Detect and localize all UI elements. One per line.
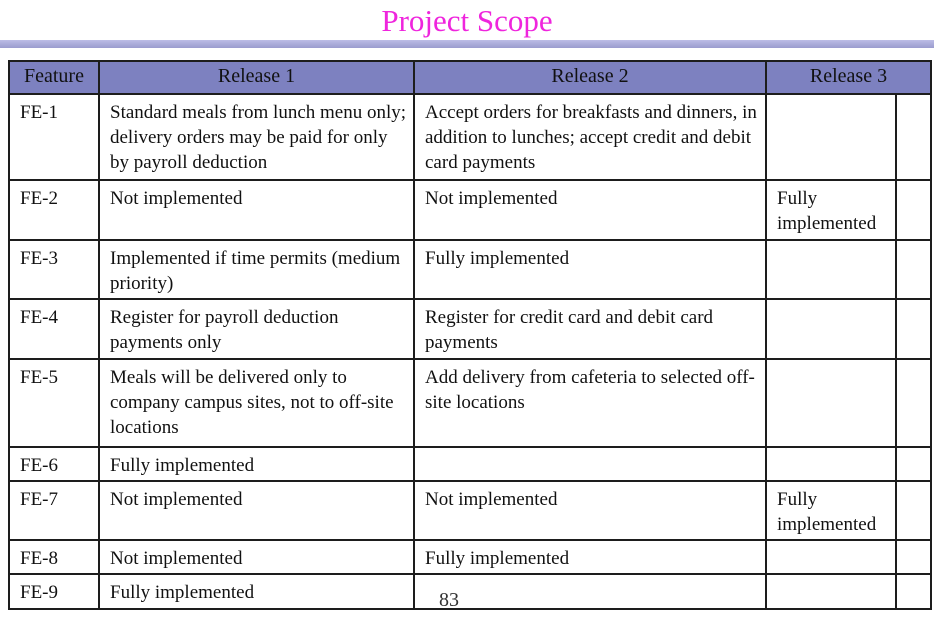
release3-cell [766, 447, 896, 481]
release1-cell: Not implemented [99, 540, 414, 574]
release1-cell: Fully implemented [99, 574, 414, 609]
release1-cell: Meals will be delivered only to company campus sites, not to off-site locations [99, 359, 414, 447]
release2-cell: Register for credit card and debit card payments [414, 299, 766, 359]
extra-cell [896, 447, 931, 481]
extra-cell [896, 359, 931, 447]
release2-cell: Not implemented [414, 481, 766, 540]
feature-id-cell: FE-1 [9, 94, 99, 180]
release2-cell [414, 574, 766, 609]
column-header-release2: Release 2 [414, 61, 766, 94]
table-row-fe3 [9, 240, 931, 299]
table-row-fe8 [9, 540, 931, 574]
table-row-fe4 [9, 299, 931, 359]
release3-cell [766, 574, 896, 609]
table-row-fe5 [9, 359, 931, 447]
feature-id-cell: FE-6 [9, 447, 99, 481]
page-title: Project Scope [381, 3, 553, 38]
release3-cell [766, 359, 896, 447]
release1-cell: Not implemented [99, 180, 414, 240]
extra-cell [896, 540, 931, 574]
extra-cell [896, 574, 931, 609]
table-row-fe2 [9, 180, 931, 240]
release2-cell: Add delivery from cafeteria to selected off-site locations [414, 359, 766, 447]
project-scope-table [8, 60, 932, 610]
release3-cell: Fully implemented [766, 481, 896, 540]
feature-id-cell: FE-7 [9, 481, 99, 540]
release3-cell [766, 540, 896, 574]
release3-cell [766, 240, 896, 299]
extra-cell [896, 240, 931, 299]
extra-cell [896, 180, 931, 240]
release3-cell [766, 299, 896, 359]
table-row-fe1 [9, 94, 931, 180]
release1-cell: Standard meals from lunch menu only; delivery orders may be paid for only by payroll deduction [99, 94, 414, 180]
feature-id-cell: FE-5 [9, 359, 99, 447]
feature-id-cell: FE-3 [9, 240, 99, 299]
release1-cell: Register for payroll deduction payments only [99, 299, 414, 359]
feature-id-cell: FE-9 [9, 574, 99, 609]
feature-id-cell: FE-8 [9, 540, 99, 574]
table-row-fe9 [9, 574, 931, 609]
page-number: 83 [439, 589, 459, 611]
release2-cell: Not implemented [414, 180, 766, 240]
release2-cell: Fully implemented [414, 240, 766, 299]
title-divider-bar [0, 40, 934, 48]
release1-cell: Implemented if time permits (medium priority) [99, 240, 414, 299]
feature-id-cell: FE-4 [9, 299, 99, 359]
table-header-row [9, 61, 931, 94]
column-header-release1: Release 1 [99, 61, 414, 94]
extra-cell [896, 94, 931, 180]
release1-cell: Fully implemented [99, 447, 414, 481]
table-row-fe7 [9, 481, 931, 540]
release2-cell [414, 447, 766, 481]
release2-cell: Accept orders for breakfasts and dinners, in addition to lunches; accept credit and debit card payments [414, 94, 766, 180]
release3-cell [766, 94, 896, 180]
table-row-fe6 [9, 447, 931, 481]
release3-cell: Fully implemented [766, 180, 896, 240]
release1-cell: Not implemented [99, 481, 414, 540]
extra-cell [896, 299, 931, 359]
column-header-release3: Release 3 [766, 61, 931, 94]
column-header-feature: Feature [9, 61, 99, 94]
release2-cell: Fully implemented [414, 540, 766, 574]
extra-cell [896, 481, 931, 540]
feature-id-cell: FE-2 [9, 180, 99, 240]
